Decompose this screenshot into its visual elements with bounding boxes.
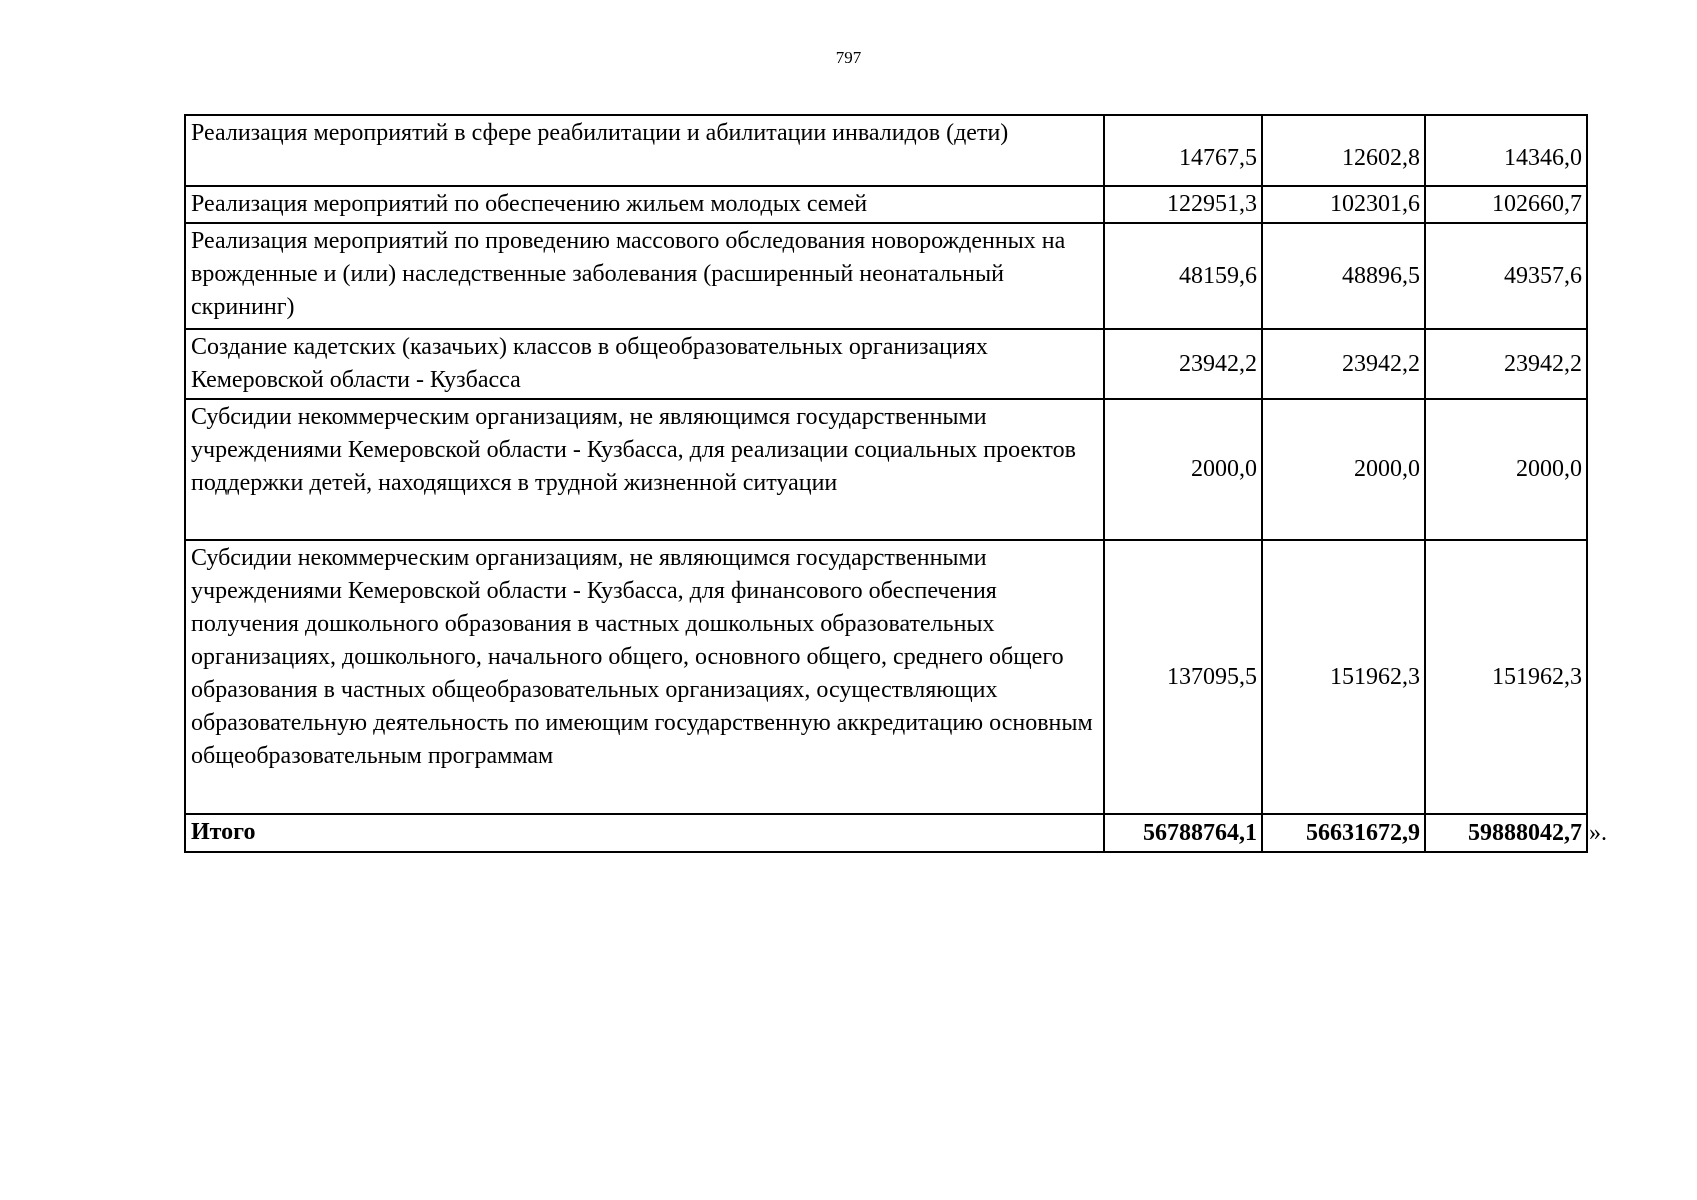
row-value: 102301,6 xyxy=(1262,186,1425,223)
table-row xyxy=(185,115,1587,186)
row-description: Реализация мероприятий по проведению массового обследования новорожденных на врожденные и (или) наследственные заболевания (расширенный неонатальный скрининг) xyxy=(185,223,1104,329)
row-value: 48159,6 xyxy=(1104,223,1262,329)
row-description: Субсидии некоммерческим организациям, не являющимся государственными учреждениями Кемеровской области - Кузбасса, для реализации социальных проектов поддержки детей, находящихся в трудной жизненной ситуации xyxy=(185,399,1104,540)
row-value: 23942,2 xyxy=(1262,329,1425,399)
row-value: 151962,3 xyxy=(1262,540,1425,814)
budget-table xyxy=(184,114,1588,853)
row-value: 2000,0 xyxy=(1425,399,1587,540)
row-value: 23942,2 xyxy=(1104,329,1262,399)
table-row xyxy=(185,399,1587,540)
row-value: 49357,6 xyxy=(1425,223,1587,329)
total-value: 59888042,7 xyxy=(1425,814,1587,852)
row-value: 48896,5 xyxy=(1262,223,1425,329)
row-description: Реализация мероприятий по обеспечению жильем молодых семей xyxy=(185,186,1104,223)
table-row xyxy=(185,186,1587,223)
row-value: 23942,2 xyxy=(1425,329,1587,399)
row-description: Создание кадетских (казачьих) классов в общеобразовательных организациях Кемеровской области - Кузбасса xyxy=(185,329,1104,399)
row-value: 137095,5 xyxy=(1104,540,1262,814)
closing-quote-mark: ». xyxy=(1589,820,1607,846)
row-value: 122951,3 xyxy=(1104,186,1262,223)
row-value: 151962,3 xyxy=(1425,540,1587,814)
row-value: 2000,0 xyxy=(1262,399,1425,540)
row-description: Субсидии некоммерческим организациям, не являющимся государственными учреждениями Кемеровской области - Кузбасса, для финансового обеспечения получения дошкольного образования в частных дошкольных образовательных организациях, дошкольного, начального общего, основного общего, среднего общего образования в частных общеобразовательных организациях, осуществляющих образовательную деятельность по имеющим государственную аккредитацию основным общеобразовательным программам xyxy=(185,540,1104,814)
table-row xyxy=(185,329,1587,399)
row-value: 14767,5 xyxy=(1104,115,1262,186)
total-label: Итого xyxy=(185,814,1104,852)
total-value: 56631672,9 xyxy=(1262,814,1425,852)
row-value: 2000,0 xyxy=(1104,399,1262,540)
total-row xyxy=(185,814,1587,852)
total-value: 56788764,1 xyxy=(1104,814,1262,852)
page-number: 797 xyxy=(835,48,862,67)
table-row xyxy=(185,540,1587,814)
table-row xyxy=(185,223,1587,329)
row-value: 12602,8 xyxy=(1262,115,1425,186)
row-description: Реализация мероприятий в сфере реабилитации и абилитации инвалидов (дети) xyxy=(185,115,1104,186)
row-value: 14346,0 xyxy=(1425,115,1587,186)
row-value: 102660,7 xyxy=(1425,186,1587,223)
